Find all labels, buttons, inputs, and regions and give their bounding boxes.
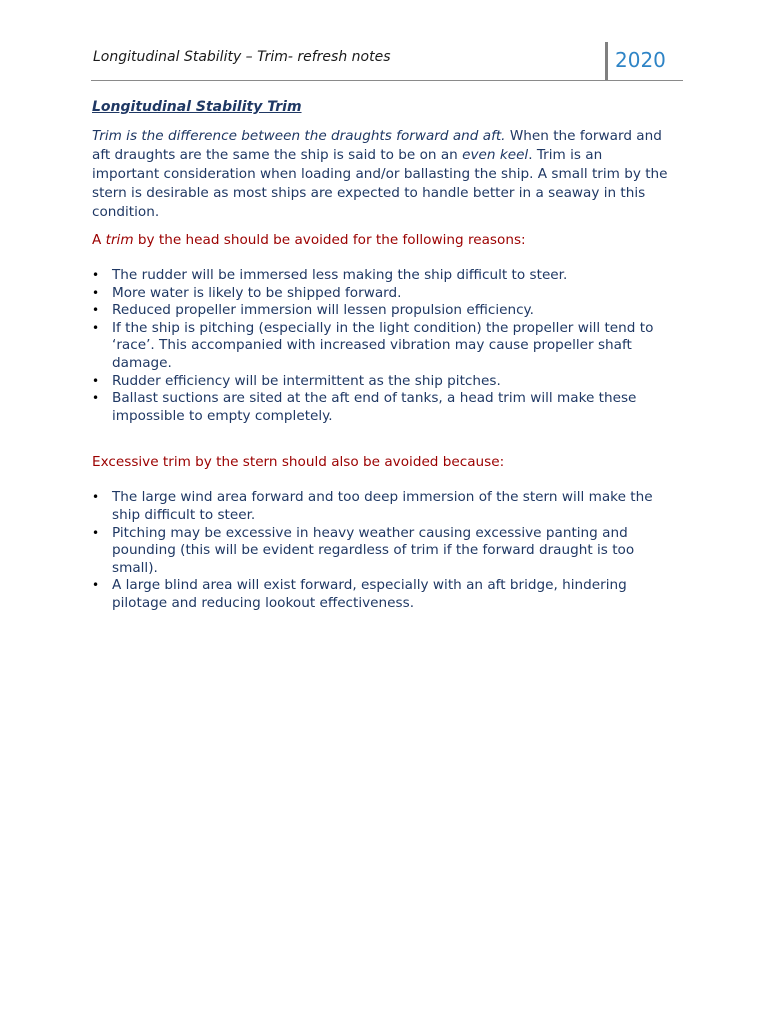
header-year: 2020 [615, 48, 666, 72]
header-title: Longitudinal Stability – Trim- refresh notes [93, 49, 391, 65]
list-item: • Reduced propeller immersion will lessen propulsion efficiency. [92, 302, 672, 320]
head-trim-reasons-list [92, 267, 672, 425]
list-item: • More water is likely to be shipped forward. [92, 285, 672, 303]
head-trim-suffix: by the head should be avoided for the following reasons: [133, 232, 526, 248]
trim-definition: Trim is the difference between the draughts forward and aft. [92, 128, 506, 144]
list-item: • Rudder efficiency will be intermittent as the ship pitches. [92, 373, 672, 391]
list-item: • A large blind area will exist forward, especially with an aft bridge, hindering pilotage and reducing lookout effectiveness. [92, 577, 672, 612]
intro-text-1: When the forward and aft draughts are the same the ship is said to be on an [92, 128, 662, 163]
list-item: • Ballast suctions are sited at the aft end of tanks, a head trim will make these impossible to empty completely. [92, 390, 672, 425]
head-trim-prefix: A [92, 232, 106, 248]
document-body [92, 96, 672, 613]
list-item: • The large wind area forward and too deep immersion of the stern will make the ship difficult to steer. [92, 489, 672, 524]
even-keel-term: even keel [462, 147, 529, 163]
document-heading: Longitudinal Stability Trim [92, 99, 302, 115]
intro-text-2: . Trim is an important consideration when loading and/or ballasting the ship. A small trim by the stern is desirable as most ships are expected to handle better in a seaway in this condition. [92, 147, 668, 220]
intro-paragraph [92, 127, 672, 222]
list-item: • Pitching may be excessive in heavy weather causing excessive panting and pounding (this will be evident regardless of trim if the forward draught is too small). [92, 525, 672, 578]
header-divider [605, 42, 608, 80]
list-item: • The rudder will be immersed less making the ship difficult to steer. [92, 267, 672, 285]
stern-trim-reasons-list [92, 489, 672, 612]
trim-term: trim [105, 232, 134, 248]
head-trim-intro [92, 231, 672, 250]
page-header [91, 40, 683, 81]
list-item: • If the ship is pitching (especially in the light condition) the propeller will tend to ‘race’. This accompanied with increased vibration may cause propeller shaft damage. [92, 320, 672, 373]
stern-trim-intro: Excessive trim by the stern should also be avoided because: [92, 454, 505, 471]
